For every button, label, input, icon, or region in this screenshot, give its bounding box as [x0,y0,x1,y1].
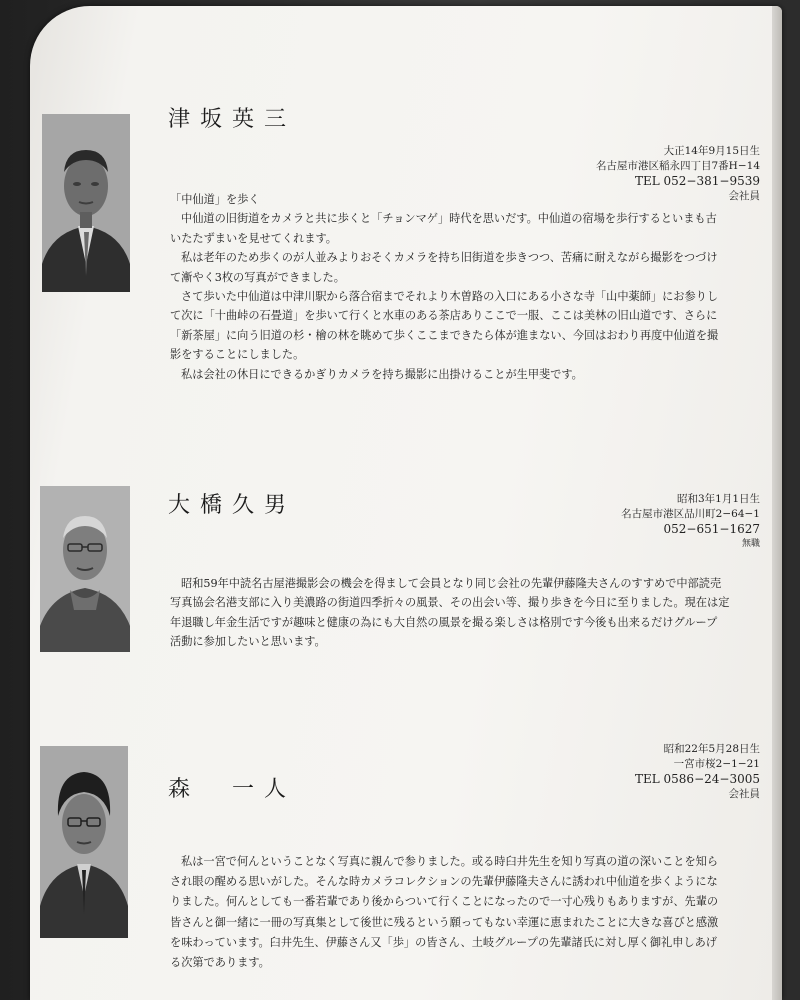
text-line: され眼の醒める思いがした。そんな時カメラコレクションの先輩伊藤隆夫さんに誘われ中仙道を歩くようにな [170,875,718,889]
text-line: 私は会社の休日にできるかぎりカメラを持ち撮影に出掛けることが生甲斐です。 [181,367,583,381]
text-line: いたたずまいを見せてくれます。 [170,231,337,245]
occupation: 無職 [741,539,760,549]
text-line: 私は一宮で何んということなく写真に親んで参りました。或る時臼井先生を知り写真の道の深いことを知ら [181,855,719,868]
text-line: 写真協会名港支部に入り美濃路の街道四季折々の風景、その出会い等、撮り歩きを今日に至りました。現在は定 [170,596,730,610]
person-name-1: 津坂英三 [168,107,297,132]
person-name-3: 森 一人 [168,777,297,802]
text-line: りました。何んとしても一番若輩であり後からついて行くことになったので一寸心残りもありますが、先輩の [170,895,719,909]
text-line: 年退職し年金生活ですが趣味と健康の為にも大自然の風景を撮る楽しさは格別です今後も出来るだけグループ [170,615,718,629]
book-page [30,6,782,1000]
occupation: 会社員 [728,788,760,800]
text-line: 中仙道の旧街道をカメラと共に歩くと「チョンマゲ」時代を思いだす。中仙道の宿場を歩行するといまも古 [181,212,717,226]
address: 名古屋市港区稲永四丁目7番H−14 [596,160,760,172]
birth-date: 昭和3年1月1日生 [676,493,760,505]
text-line: を味わっています。臼井先生、伊藤さん又「歩」の皆さん、土岐グループの先輩諸氏に対し厚く御礼申しあげ [170,935,717,949]
address: 名古屋市港区品川町2−64−1 [621,508,760,520]
portrait-photo-3 [40,746,128,938]
page-edge [772,6,782,1000]
essay-3 [170,852,718,973]
occupation: 会社員 [728,190,760,202]
person-info-2 [621,492,760,552]
text-line: 活動に参加したいと思います。 [170,635,326,649]
portrait-photo-2 [40,486,130,652]
birth-date: 大正14年9月15日生 [663,145,760,157]
person-name-2: 大橋久男 [168,493,297,518]
text-line: 影をすることにしました。 [170,348,305,362]
essay-title: 「中仙道」を歩く [170,193,260,206]
text-line: る次第であります。 [170,956,270,970]
portrait-photo-1 [42,114,130,292]
text-line: て次に「十曲峠の石畳道」を歩いて行くと水車のある茶店ありここで一服、ここは美林の旧山道です、さらに [170,309,718,323]
birth-date: 昭和22年5月28日生 [663,743,760,755]
address: 一宮市桜2−1−21 [673,758,760,770]
text-line: 皆さんと御一緒に一冊の写真集として後世に残るという願ってもない幸運に恵まれたことに大きな喜びと感激 [170,915,719,929]
text-line: さて歩いた中仙道は中津川駅から落合宿までそれより木曽路の入口にある小さな寺「山中薬師」にお参りし [181,290,719,304]
essay-1 [170,190,718,384]
text-line: 「新茶屋」に向う旧道の杉・檜の林を眺めて歩くここまできたら体が進まない、今回はおわり再度中仙道を撮 [170,328,719,342]
text-line: 昭和59年中読名古屋港撮影会の機会を得まして会員となり同じ会社の先輩伊藤隆夫さんのすすめで中部読売 [181,577,722,590]
person-info-3 [635,742,760,802]
phone: TEL 0586−24−3005 [634,772,760,786]
text-line: 私は老年のため歩くのが人並みよりおそくカメラを持ち旧街道を歩きつつ、苦痛に耐えながら撮影をつづけ [181,251,718,265]
essay-2 [170,574,729,652]
text-line: て漸やく3枚の写真ができました。 [170,270,345,284]
phone: 052−651−1627 [663,522,760,536]
phone: TEL 052−381−9539 [634,174,760,188]
